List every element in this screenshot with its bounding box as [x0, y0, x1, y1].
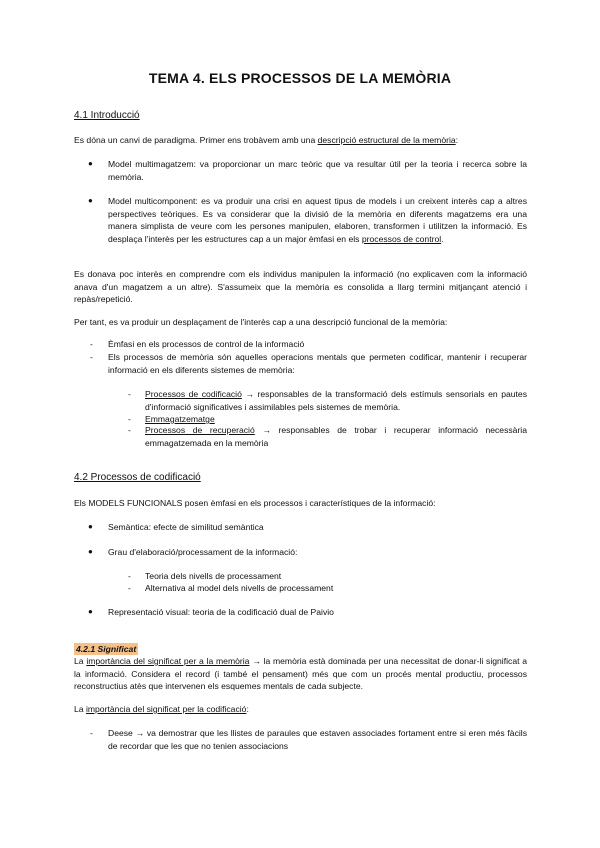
dash-marker: - [90, 728, 93, 738]
dash-item-2: Els processos de memòria són aquelles operacions mentals que permeten codificar, mantenir i recuperar informació en els diferents sistemes de memòria: [108, 352, 527, 375]
bullet-icon: ● [88, 196, 93, 205]
intro-paragraph [74, 134, 527, 147]
models-funcionals-intro: Els MODELS FUNCIONALS posen èmfasi en els processos i característiques de la informació: [74, 498, 436, 508]
subdash-recuperacio-text: → responsables de trobar i recuperar informació necessària emmagatzemada en la memòria [145, 425, 527, 448]
bullet-grau-elaboracio: Grau d'elaboració/processament de la informació: [108, 547, 298, 557]
dash-item-1: Èmfasi en els processos de control de la informació [108, 339, 305, 349]
dash-marker: - [128, 571, 131, 581]
bullet-multicomponent-text: Model multicomponent: es va produir una crisi en aquest tipus de models i un creixent interès cap a altres perspectives teòriques. Es va considerar que la divisió de la memòria en diferents magatzems era una manera simplista de veure com les persones manipulen, elaboren, transformen i utilitzen la informació. Es desplaça l'interès per les estructures cap a un major èmfasi en els [108, 196, 527, 244]
subsection-heading-significat: 4.2.1 Significat [76, 644, 137, 654]
significat-paragraph [74, 655, 527, 693]
significat-text-b: → la memòria està dominada per una necessitat de donar-li significat a la informació. Considera el record (i també el pensament) més que com un procés mental productiu, processos reconstructius atès que intervenen els esquemes mentals de cada subjecte. [74, 656, 528, 692]
subdash-codificacio-text: → responsables de la transformació dels estímuls sensorials en pautes d'informació significatives i assimilables pels sistemes de memòria. [145, 389, 527, 412]
subdash-codificacio [145, 388, 527, 413]
bullet-multicomponent-underlined: processos de control [361, 233, 442, 244]
bullet-multicomponent-tail: . [441, 233, 444, 244]
page-title: TEMA 4. ELS PROCESSOS DE LA MEMÒRIA [148, 70, 452, 86]
codificacio-text-a: La [74, 704, 86, 714]
dash-marker: - [90, 352, 93, 362]
dash-marker: - [128, 425, 131, 435]
dash-marker: - [128, 389, 131, 399]
bullet-icon: ● [88, 547, 93, 556]
intro-text: Es dóna un canvi de paradigma. Primer ens trobàvem amb una [74, 135, 318, 145]
bullet-icon: ● [88, 522, 93, 531]
subdash-recuperacio-underlined: Processos de recuperació [145, 425, 255, 435]
codificacio-significat-paragraph [74, 703, 527, 716]
bullet-multimagatzem: Model multimagatzem: va proporcionar un marc teòric que va resultar útil per la teoria i recerca sobre la memòria. [108, 159, 527, 182]
dash-marker: - [90, 339, 93, 349]
bullet-icon: ● [88, 159, 93, 168]
subdash-recuperacio [145, 424, 527, 449]
bullet-representacio: Representació visual: teoria de la codificació dual de Paivio [108, 607, 334, 617]
section-heading-codificacio: 4.2 Processos de codificació [74, 472, 201, 483]
section-heading-introduccio: 4.1 Introducció [74, 110, 140, 121]
significat-text-a: La [74, 656, 87, 666]
significat-underlined: importància del significat per a la memòria [86, 656, 250, 666]
subdash-alternativa: Alternativa al model dels nivells de processament [145, 583, 334, 593]
subdash-codificacio-underlined: Processos de codificació [145, 389, 242, 399]
dash-marker: - [128, 414, 131, 424]
codificacio-underlined: importància del significat per la codificació [85, 704, 247, 714]
bullet-multicomponent [108, 195, 527, 245]
codificacio-colon: : [246, 704, 249, 714]
dash-marker: - [128, 583, 131, 593]
intro-underlined: descripció estructural de la memòria [317, 135, 456, 145]
intro-colon: : [455, 135, 459, 145]
subdash-nivells: Teoria dels nivells de processament [145, 571, 282, 581]
paragraph-3: Per tant, es va produir un desplaçament de l'interès cap a una descripció funcional de la memòria: [74, 317, 448, 327]
bullet-semantica: Semàntica: efecte de similitud semàntica [108, 522, 264, 532]
paragraph-2: Es donava poc interès en comprendre com els individus manipulen la informació (no explicaven com la informació anava d'un magatzem a un altre). S'assumeix que la memòria es consolida a llarg termini mitjançant atenció i repàs/repetició. [74, 269, 527, 305]
dash-deese: Deese → va demostrar que les llistes de paraules que estaven associades fortament entre si eren més fàcils de recordar que les que no tenien associacions [108, 728, 527, 751]
subdash-emmagatzematge-underlined: Emmagatzematge [145, 414, 215, 424]
bullet-icon: ● [88, 607, 93, 616]
